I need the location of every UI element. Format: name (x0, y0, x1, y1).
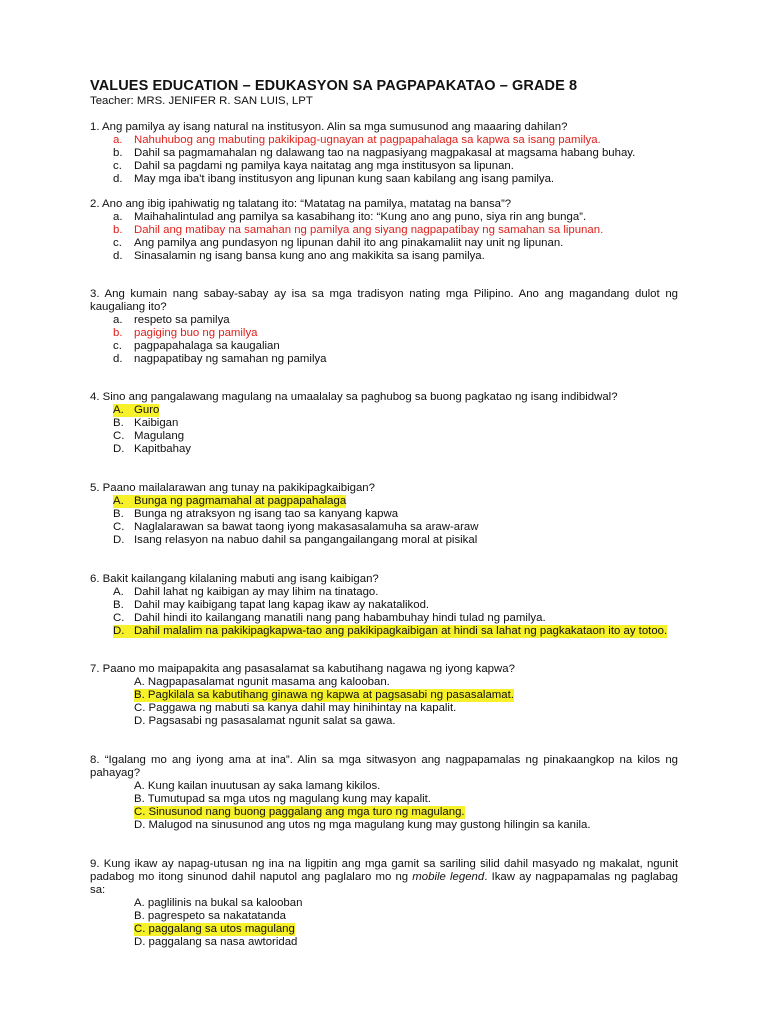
question-2 (90, 198, 678, 263)
option-d: D. Pagsasabi ng pasasalamat ngunit salat sa gawa. (134, 715, 396, 727)
option-c-answer: C. Sinusunod nang buong paggalang ang mga turo ng magulang. (134, 806, 465, 818)
option-d: d. Sinasalamin ng isang bansa kung ano ang makikita sa isang pamilya. (113, 250, 485, 262)
option-b: B. Kaibigan (113, 417, 179, 429)
question-9 (90, 858, 678, 949)
option-b: b. Dahil sa pagmamahalan ng dalawang tao na nagpasiyang magpakasal at magsama habang buhay. (113, 147, 636, 159)
option-b: B. Tumutupad sa mga utos ng magulang kung may kapalit. (134, 793, 431, 805)
question-5 (90, 482, 678, 547)
option-a: a. Maihahalintulad ang pamilya sa kasabihang ito: “Kung ano ang puno, siya rin ang bunga”. (113, 211, 587, 223)
question-text: 9. Kung ikaw ay napag-utusan ng ina na ligpitin ang mga gamit sa sariling silid dahil masyado ng makalat, ngunit padabog mo itong sinunod dahil naputol ang paglalaro mo ng mobile legend. Ikaw ay nagpapamalas ng paglabag sa: (90, 858, 678, 896)
teacher-line: Teacher: MRS. JENIFER R. SAN LUIS, LPT (90, 95, 313, 107)
question-3 (90, 288, 678, 366)
page-title: VALUES EDUCATION – EDUKASYON SA PAGPAPAKATAO – GRADE 8 (90, 78, 578, 94)
option-c: c. Dahil sa pagdami ng pamilya kaya naitatag ang mga institusyon sa lipunan. (113, 160, 514, 172)
option-a: A. paglilinis na bukal sa kalooban (134, 897, 303, 909)
option-a-answer: a. Nahuhubog ang mabuting pakikipag-ugnayan at pagpapahalaga sa kapwa sa isang pamilya. (113, 134, 601, 146)
question-6 (90, 573, 678, 638)
option-c: C. Magulang (113, 430, 185, 442)
question-text: 6. Bakit kailangang kilalaning mabuti ang isang kaibigan? (90, 573, 379, 585)
option-b: B. Bunga ng atraksyon ng isang tao sa kanyang kapwa (113, 508, 399, 520)
question-text: 3. Ang kumain nang sabay-sabay ay isa sa mga tradisyon nating mga Pilipino. Ano ang magandang dulot ng kaugaliang ito? (90, 288, 678, 313)
option-d: D. paggalang sa nasa awtoridad (134, 936, 298, 948)
question-text: 5. Paano mailalarawan ang tunay na pakikipagkaibigan? (90, 482, 375, 494)
option-a-answer: A. Bunga ng pagmamahal at pagpapahalaga (113, 495, 347, 507)
option-d: D. Isang relasyon na nabuo dahil sa pangangailangang moral at pisikal (113, 534, 478, 546)
option-c: c. pagpapahalaga sa kaugalian (113, 340, 280, 352)
option-a-answer: A. Guro (113, 404, 160, 416)
option-c: c. Ang pamilya ang pundasyon ng lipunan dahil ito ang pinakamaliit nay unit ng lipunan. (113, 237, 564, 249)
question-text: 7. Paano mo maipapakita ang pasasalamat sa kabutihang nagawa ng iyong kapwa? (90, 663, 515, 675)
option-d: D. Malugod na sinusunod ang utos ng mga magulang kung may gustong hilingin sa kanila. (134, 819, 591, 831)
question-text: 2. Ano ang ibig ipahiwatig ng talatang ito: “Matatag na pamilya, matatag na bansa”? (90, 198, 512, 210)
option-c-answer: C. paggalang sa utos magulang (134, 923, 295, 935)
option-b-answer: b. pagiging buo ng pamilya (113, 327, 258, 339)
option-d-answer: D. Dahil malalim na pakikipagkapwa-tao ang pakikipagkaibigan at hindi sa lahat ng pagkakataon ito ay totoo. (113, 625, 668, 637)
question-7 (90, 663, 678, 728)
option-c: C. Paggawa ng mabuti sa kanya dahil may hinihintay na kapalit. (134, 702, 457, 714)
option-d: d. May mga iba't ibang institusyon ang lipunan kung saan kabilang ang isang pamilya. (113, 173, 555, 185)
option-a: A. Dahil lahat ng kaibigan ay may lihim na tinatago. (113, 586, 379, 598)
option-a: A. Kung kailan inuutusan ay saka lamang kikilos. (134, 780, 381, 792)
option-b-answer: B. Pagkilala sa kabutihang ginawa ng kapwa at pagsasabi ng pasasalamat. (134, 689, 514, 701)
question-8 (90, 754, 678, 832)
question-1 (90, 121, 678, 186)
option-d: d. nagpapatibay ng samahan ng pamilya (113, 353, 327, 365)
option-d: D. Kapitbahay (113, 443, 191, 455)
option-b: B. pagrespeto sa nakatatanda (134, 910, 286, 922)
option-b-answer: b. Dahil ang matibay na samahan ng pamilya ang siyang nagpapatibay ng samahan sa lipunan. (113, 224, 604, 236)
option-c: C. Dahil hindi ito kailangang manatili nang pang habambuhay hindi tulad ng pamilya. (113, 612, 546, 624)
option-a: a. respeto sa pamilya (113, 314, 230, 326)
question-text: 8. “Igalang mo ang iyong ama at ina”. Alin sa mga sitwasyon ang nagpapamalas ng pinakaangkop na kilos ng pahayag? (90, 754, 678, 779)
question-4 (90, 391, 678, 456)
option-a: A. Nagpapasalamat ngunit masama ang kalooban. (134, 676, 390, 688)
question-text: 1. Ang pamilya ay isang natural na institusyon. Alin sa mga sumusunod ang maaaring dahilan? (90, 121, 568, 133)
question-text: 4. Sino ang pangalawang magulang na umaalalay sa paghubog sa buong pagkatao ng isang indibidwal? (90, 391, 618, 403)
option-b: B. Dahil may kaibigang tapat lang kapag ikaw ay nakatalikod. (113, 599, 430, 611)
option-c: C. Naglalarawan sa bawat taong iyong makasasalamuha sa araw-araw (113, 521, 479, 533)
